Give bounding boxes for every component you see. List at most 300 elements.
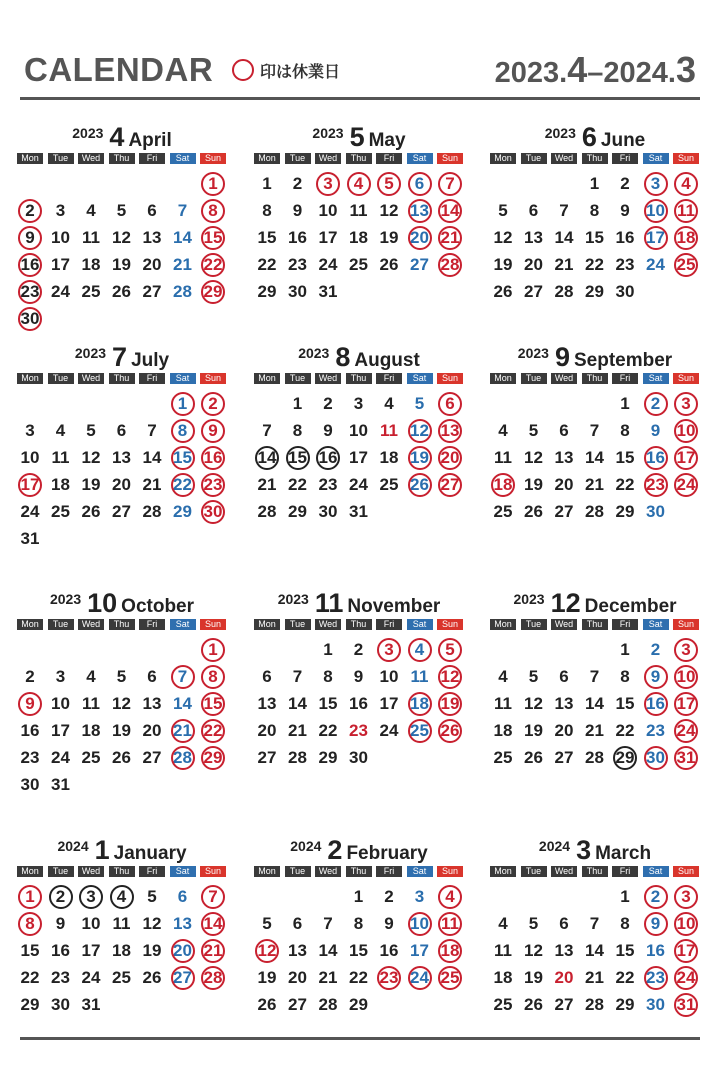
- day-cell: 25: [51, 502, 70, 521]
- weekday-fri: Fri: [612, 619, 638, 630]
- day-cell: 9: [55, 914, 66, 933]
- day-cell: 17: [81, 941, 101, 960]
- day-cell: 6: [435, 391, 465, 417]
- day-cell: 2: [323, 394, 333, 413]
- day-cell: 13: [554, 694, 574, 713]
- day-cell: 15: [198, 691, 228, 717]
- day-cell: 19: [524, 721, 543, 740]
- weekday-sat: Sat: [643, 373, 669, 384]
- day-cell: 25: [493, 995, 513, 1014]
- day-cell: 31: [81, 995, 101, 1014]
- day-cell: 10: [51, 694, 70, 713]
- month-june: [490, 122, 700, 347]
- day-cell: 19: [112, 255, 131, 274]
- day-cell: 10: [641, 198, 671, 224]
- day-cell: 5: [414, 394, 425, 413]
- day-cell: 5: [528, 667, 539, 686]
- day-cell: 18: [81, 255, 101, 274]
- day-cell: 7: [589, 667, 600, 686]
- day-cell: 3: [313, 171, 343, 197]
- month-title: [490, 122, 700, 150]
- day-cell: 19: [405, 445, 435, 471]
- day-cell: 6: [116, 421, 127, 440]
- day-cell: 6: [177, 887, 188, 906]
- day-cell: 8: [292, 421, 303, 440]
- month-name: May: [368, 130, 406, 151]
- day-cell: 5: [86, 421, 96, 440]
- day-cell: 2: [641, 884, 671, 910]
- day-cell: 30: [318, 502, 338, 521]
- day-cell: 9: [650, 421, 661, 440]
- day-cell: 12: [112, 228, 131, 247]
- range-month-start: 4: [567, 49, 588, 90]
- day-cell: 1: [620, 887, 630, 906]
- day-cell: 4: [384, 394, 394, 413]
- day-cell: 31: [671, 745, 701, 771]
- day-cell: 4: [498, 914, 508, 933]
- day-cell: 29: [198, 745, 228, 771]
- day-cell: 15: [168, 445, 198, 471]
- day-cell: 20: [168, 938, 198, 964]
- day-cell: 7: [435, 171, 465, 197]
- day-cell: 30: [646, 995, 665, 1014]
- weekday-mon: Mon: [490, 153, 516, 164]
- day-cell: 26: [405, 472, 435, 498]
- day-cell: 14: [252, 445, 282, 471]
- circle-mark-icon: [232, 59, 254, 81]
- day-cell: 8: [15, 911, 45, 937]
- month-title: [254, 588, 464, 616]
- month-march: [490, 835, 700, 1060]
- day-cell: 27: [524, 282, 543, 301]
- day-cell: 17: [51, 255, 70, 274]
- day-cell: 29: [585, 282, 604, 301]
- day-cell: 24: [51, 282, 70, 301]
- weekday-mon: Mon: [17, 866, 43, 877]
- day-cell: 21: [585, 475, 604, 494]
- day-cell: 29: [318, 748, 338, 767]
- day-cell: 9: [323, 421, 333, 440]
- day-cell: 17: [671, 938, 701, 964]
- day-cell: 24: [318, 255, 338, 274]
- day-cell: 14: [585, 694, 604, 713]
- month-title: [17, 122, 227, 150]
- weekday-header: [17, 153, 227, 164]
- day-cell: 27: [554, 995, 574, 1014]
- day-cell: 24: [671, 965, 701, 991]
- day-cell: 26: [493, 282, 513, 301]
- day-cell: 11: [435, 911, 465, 937]
- day-cell: 1: [198, 171, 228, 197]
- month-number: 2: [327, 835, 343, 865]
- day-cell: 26: [81, 502, 101, 521]
- day-cell: 15: [20, 941, 40, 960]
- holiday-legend: [232, 58, 340, 82]
- day-cell: 1: [262, 174, 272, 193]
- range-dash: –: [587, 57, 604, 89]
- day-cell: 28: [318, 995, 338, 1014]
- day-cell: 20: [554, 968, 574, 987]
- day-cell: 7: [177, 201, 188, 220]
- day-cell: 29: [610, 745, 640, 771]
- month-number: 3: [576, 835, 592, 865]
- day-cell: 1: [589, 174, 600, 193]
- day-cell: 2: [25, 667, 35, 686]
- weekday-sat: Sat: [407, 866, 433, 877]
- day-cell: 13: [142, 694, 162, 713]
- day-cell: 5: [528, 421, 539, 440]
- day-cell: 22: [349, 968, 368, 987]
- day-cell: 22: [20, 968, 40, 987]
- month-number: 9: [554, 342, 570, 372]
- day-cell: 26: [524, 995, 543, 1014]
- day-cell: 10: [318, 201, 338, 220]
- day-cell: 18: [488, 472, 518, 498]
- day-cell: 25: [349, 255, 368, 274]
- day-cell: 15: [198, 225, 228, 251]
- day-cell: 18: [405, 691, 435, 717]
- day-cell: 27: [288, 995, 307, 1014]
- day-cell: 23: [641, 965, 671, 991]
- day-cell: 26: [142, 968, 162, 987]
- month-number: 10: [87, 588, 118, 618]
- day-cell: 8: [353, 914, 364, 933]
- day-cell: 24: [349, 475, 368, 494]
- day-cell: 11: [494, 448, 512, 467]
- weekday-sat: Sat: [643, 866, 669, 877]
- day-cell: 22: [168, 472, 198, 498]
- day-cell: 27: [142, 282, 162, 301]
- day-cell: 26: [112, 282, 131, 301]
- day-cell: 5: [147, 887, 157, 906]
- weekday-wed: Wed: [78, 619, 104, 630]
- day-cell: 27: [554, 502, 574, 521]
- weekday-tue: Tue: [48, 619, 74, 630]
- weekday-tue: Tue: [521, 373, 547, 384]
- day-cell: 19: [379, 228, 399, 247]
- day-cell: 10: [349, 421, 368, 440]
- month-title: [254, 835, 464, 863]
- weekday-thu: Thu: [346, 866, 372, 877]
- day-cell: 17: [349, 448, 368, 467]
- month-title: [490, 835, 700, 863]
- weekday-wed: Wed: [315, 619, 341, 630]
- day-cell: 8: [198, 198, 228, 224]
- day-cell: 29: [198, 279, 228, 305]
- day-cell: 18: [349, 228, 368, 247]
- day-cell: 20: [405, 225, 435, 251]
- day-cell: 26: [524, 748, 543, 767]
- day-cell: 23: [374, 965, 404, 991]
- weekday-sun: Sun: [673, 153, 699, 164]
- range-month-end: 3: [675, 49, 696, 90]
- month-year: 2024: [290, 838, 322, 854]
- day-cell: 17: [318, 228, 338, 247]
- day-cell: 12: [252, 938, 282, 964]
- month-name: September: [573, 350, 673, 371]
- day-cell: 12: [435, 664, 465, 690]
- day-cell: 15: [349, 941, 368, 960]
- day-cell: 10: [671, 664, 701, 690]
- day-cell: 5: [116, 201, 127, 220]
- range-year-end: 2024.: [603, 57, 676, 89]
- weekday-wed: Wed: [78, 866, 104, 877]
- day-cell: 21: [198, 938, 228, 964]
- weekday-wed: Wed: [551, 619, 577, 630]
- month-year: 2023: [544, 125, 576, 141]
- day-cell: 31: [318, 282, 338, 301]
- day-cell: 18: [493, 968, 513, 987]
- day-cell: 8: [589, 201, 600, 220]
- day-cell: 6: [528, 201, 539, 220]
- month-february: [254, 835, 464, 1060]
- day-cell: 3: [671, 637, 701, 663]
- month-year: 2023: [312, 125, 344, 141]
- day-cell: 24: [671, 472, 701, 498]
- month-number: 4: [109, 122, 125, 152]
- day-cell: 8: [620, 667, 630, 686]
- day-cell: 16: [615, 228, 635, 247]
- day-cell: 13: [288, 941, 307, 960]
- month-september: [490, 342, 700, 567]
- day-cell: 1: [620, 640, 630, 659]
- day-cell: 20: [288, 968, 307, 987]
- day-cell: 9: [641, 911, 671, 937]
- weekday-sun: Sun: [200, 153, 226, 164]
- weekday-mon: Mon: [254, 153, 280, 164]
- day-cell: 21: [435, 225, 465, 251]
- day-cell: 22: [585, 255, 604, 274]
- day-cell: 1: [620, 394, 630, 413]
- month-title: [17, 342, 227, 370]
- month-name: October: [121, 596, 195, 617]
- weekday-sun: Sun: [437, 373, 463, 384]
- weekday-sat: Sat: [170, 373, 196, 384]
- day-cell: 27: [435, 472, 465, 498]
- day-cell: 22: [288, 475, 307, 494]
- day-cell: 21: [318, 968, 338, 987]
- weekday-wed: Wed: [551, 153, 577, 164]
- day-cell: 10: [51, 228, 70, 247]
- day-cell: 24: [405, 965, 435, 991]
- day-cell: 25: [435, 965, 465, 991]
- day-cell: 3: [25, 421, 35, 440]
- day-cell: 19: [524, 968, 543, 987]
- weekday-mon: Mon: [17, 373, 43, 384]
- day-cell: 10: [671, 911, 701, 937]
- day-cell: 3: [55, 201, 66, 220]
- day-cell: 25: [405, 718, 435, 744]
- weekday-wed: Wed: [315, 153, 341, 164]
- day-cell: 13: [257, 694, 277, 713]
- day-cell: 16: [349, 694, 368, 713]
- day-cell: 25: [81, 282, 101, 301]
- weekday-thu: Thu: [109, 866, 135, 877]
- weekday-fri: Fri: [376, 866, 402, 877]
- day-cell: 16: [288, 228, 307, 247]
- day-cell: 19: [112, 721, 131, 740]
- month-year: 2024: [57, 838, 89, 854]
- day-cell: 9: [641, 664, 671, 690]
- day-cell: 17: [641, 225, 671, 251]
- day-cell: 17: [379, 694, 399, 713]
- day-cell: 14: [585, 448, 604, 467]
- day-cell: 9: [353, 667, 364, 686]
- day-cell: 23: [646, 721, 665, 740]
- weekday-wed: Wed: [315, 866, 341, 877]
- weekday-sun: Sun: [437, 619, 463, 630]
- weekday-header: [490, 866, 700, 877]
- month-may: [254, 122, 464, 347]
- day-cell: 30: [51, 995, 70, 1014]
- day-cell: 14: [554, 228, 574, 247]
- day-cell: 22: [198, 718, 228, 744]
- weekday-mon: Mon: [254, 866, 280, 877]
- day-cell: 9: [198, 418, 228, 444]
- day-cell: 15: [615, 448, 635, 467]
- day-cell: 16: [15, 252, 45, 278]
- weekday-sat: Sat: [407, 373, 433, 384]
- day-cell: 13: [112, 448, 131, 467]
- day-cell: 9: [15, 691, 45, 717]
- month-title: [490, 588, 700, 616]
- day-cell: 7: [262, 421, 272, 440]
- month-year: 2023: [298, 345, 330, 361]
- day-cell: 18: [379, 448, 399, 467]
- day-cell: 28: [288, 748, 307, 767]
- day-cell: 26: [524, 502, 543, 521]
- day-cell: 23: [641, 472, 671, 498]
- weekday-sun: Sun: [673, 619, 699, 630]
- day-cell: 16: [641, 445, 671, 471]
- day-cell: 20: [554, 475, 574, 494]
- month-name: August: [354, 350, 420, 371]
- day-cell: 23: [15, 279, 45, 305]
- day-cell: 21: [168, 718, 198, 744]
- day-cell: 2: [198, 391, 228, 417]
- month-number: 11: [314, 588, 344, 618]
- day-cell: 13: [405, 198, 435, 224]
- day-cell: 19: [493, 255, 513, 274]
- weekday-header: [490, 373, 700, 384]
- weekday-wed: Wed: [315, 373, 341, 384]
- day-cell: 10: [671, 418, 701, 444]
- day-cell: 14: [198, 911, 228, 937]
- day-cell: 28: [585, 995, 604, 1014]
- month-july: [17, 342, 227, 567]
- day-cell: 25: [671, 252, 701, 278]
- weekday-mon: Mon: [17, 619, 43, 630]
- weekday-header: [254, 866, 464, 877]
- day-cell: 23: [20, 748, 40, 767]
- day-cell: 23: [198, 472, 228, 498]
- weekday-sun: Sun: [200, 619, 226, 630]
- month-title: [490, 342, 700, 370]
- day-cell: 10: [379, 667, 399, 686]
- month-title: [17, 588, 227, 616]
- weekday-wed: Wed: [551, 373, 577, 384]
- day-cell: 16: [379, 941, 399, 960]
- day-cell: 20: [112, 475, 131, 494]
- day-cell: 30: [615, 282, 635, 301]
- weekday-fri: Fri: [376, 373, 402, 384]
- day-cell: 22: [257, 255, 277, 274]
- day-cell: 25: [112, 968, 131, 987]
- day-cell: 2: [353, 640, 364, 659]
- day-cell: 31: [671, 992, 701, 1018]
- day-cell: 16: [198, 445, 228, 471]
- day-cell: 2: [15, 198, 45, 224]
- day-cell: 3: [353, 394, 364, 413]
- day-cell: 13: [435, 418, 465, 444]
- day-cell: 20: [257, 721, 277, 740]
- day-cell: 1: [323, 640, 333, 659]
- day-cell: 21: [257, 475, 277, 494]
- day-cell: 13: [524, 228, 543, 247]
- day-cell: 6: [262, 667, 272, 686]
- month-name: April: [128, 130, 172, 151]
- month-year: 2023: [49, 591, 82, 607]
- day-cell: 11: [380, 421, 398, 440]
- weekday-header: [254, 619, 464, 630]
- day-cell: 18: [493, 721, 513, 740]
- weekday-tue: Tue: [521, 866, 547, 877]
- day-cell: 21: [585, 968, 604, 987]
- day-cell: 25: [379, 475, 399, 494]
- day-cell: 21: [554, 255, 574, 274]
- day-cell: 27: [142, 748, 162, 767]
- day-cell: 15: [318, 694, 338, 713]
- month-name: January: [113, 843, 187, 864]
- day-cell: 2: [620, 174, 630, 193]
- day-cell: 6: [559, 421, 569, 440]
- month-january: [17, 835, 227, 1060]
- day-cell: 18: [435, 938, 465, 964]
- day-cell: 20: [435, 445, 465, 471]
- month-number: 5: [349, 122, 365, 152]
- day-cell: 30: [198, 499, 228, 525]
- day-cell: 23: [318, 475, 338, 494]
- month-number: 1: [94, 835, 110, 865]
- day-cell: 14: [318, 941, 338, 960]
- month-title: [254, 122, 464, 150]
- day-cell: 28: [173, 282, 192, 301]
- day-cell: 6: [405, 171, 435, 197]
- day-cell: 11: [494, 694, 512, 713]
- weekday-header: [17, 866, 227, 877]
- day-cell: 20: [554, 721, 574, 740]
- weekday-fri: Fri: [612, 373, 638, 384]
- month-name: July: [131, 350, 170, 371]
- day-cell: 1: [353, 887, 364, 906]
- day-cell: 15: [283, 445, 313, 471]
- day-cell: 13: [173, 914, 192, 933]
- day-cell: 15: [615, 941, 635, 960]
- day-cell: 5: [528, 914, 539, 933]
- day-cell: 18: [112, 941, 131, 960]
- day-cell: 8: [620, 914, 630, 933]
- day-cell: 19: [142, 941, 162, 960]
- day-cell: 11: [51, 448, 70, 467]
- day-cell: 2: [641, 391, 671, 417]
- day-cell: 4: [55, 421, 66, 440]
- day-cell: 17: [15, 472, 45, 498]
- day-cell: 23: [51, 968, 70, 987]
- day-cell: 30: [641, 745, 671, 771]
- day-cell: 16: [313, 445, 343, 471]
- month-december: [490, 588, 700, 813]
- month-november: [254, 588, 464, 813]
